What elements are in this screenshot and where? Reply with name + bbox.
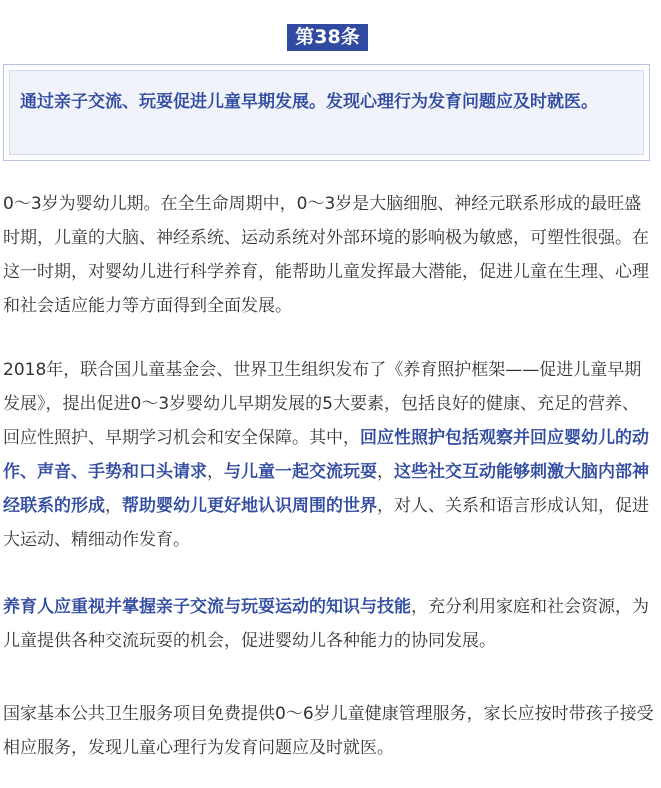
paragraph-nurturing-care-framework bbox=[3, 353, 655, 557]
highlight-understand-world: 帮助婴幼儿更好地认识周围的世界 bbox=[122, 496, 377, 516]
paragraph-text: ， bbox=[377, 462, 394, 482]
paragraph-infant-period: 0～3岁为婴幼儿期。在全生命周期中，0～3岁是大脑细胞、神经元联系形成的最旺盛时期，儿童的大脑、神经系统、运动系统对外部环境的影响极为敏感，可塑性很强。在这一时期，对婴幼儿进行科学养育，能帮助儿童发挥最大潜能，促进儿童在生理、心理和社会适应能力等方面得到全面发展。 bbox=[3, 194, 649, 316]
paragraph-text: ， bbox=[105, 496, 122, 516]
highlight-social-interaction: 这些社交互动能够刺激大脑内部神经联系的形成 bbox=[3, 462, 649, 516]
paragraph-text: ，对人、关系和语言形成认知，促进大运动、精细动作发育。 bbox=[3, 496, 649, 550]
paragraph-public-health-service: 国家基本公共卫生服务项目免费提供0～6岁儿童健康管理服务，家长应按时带孩子接受相应服务，发现儿童心理行为发育问题应及时就医。 bbox=[3, 704, 654, 758]
highlight-responsive-care: 回应性照护包括观察并回应婴幼儿的动作、声音、手势和口头请求 bbox=[3, 428, 649, 482]
paragraph-text: 2018年，联合国儿童基金会、世界卫生组织发布了《养育照护框架——促进儿童早期发展》，提出促进0～3岁婴幼儿早期发展的5大要素，包括良好的健康、充足的营养、回应性照护、早期学习机会和安全保障。其中， bbox=[3, 360, 642, 448]
highlight-play-together: 与儿童一起交流玩耍 bbox=[224, 462, 377, 482]
paragraph-text: ， bbox=[207, 462, 224, 482]
highlight-caregiver-knowledge: 养育人应重视并掌握亲子交流与玩耍运动的知识与技能 bbox=[3, 597, 411, 617]
summary-box bbox=[3, 64, 650, 161]
article-number-badge: 第38条 bbox=[287, 24, 368, 51]
paragraph-caregiver-skills bbox=[3, 590, 655, 658]
summary-text: 通过亲子交流、玩耍促进儿童早期发展。发现心理行为发育问题应及时就医。 bbox=[9, 70, 644, 155]
paragraph-text: ，充分利用家庭和社会资源，为儿童提供各种交流玩耍的机会，促进婴幼儿各种能力的协同发展。 bbox=[3, 597, 649, 651]
